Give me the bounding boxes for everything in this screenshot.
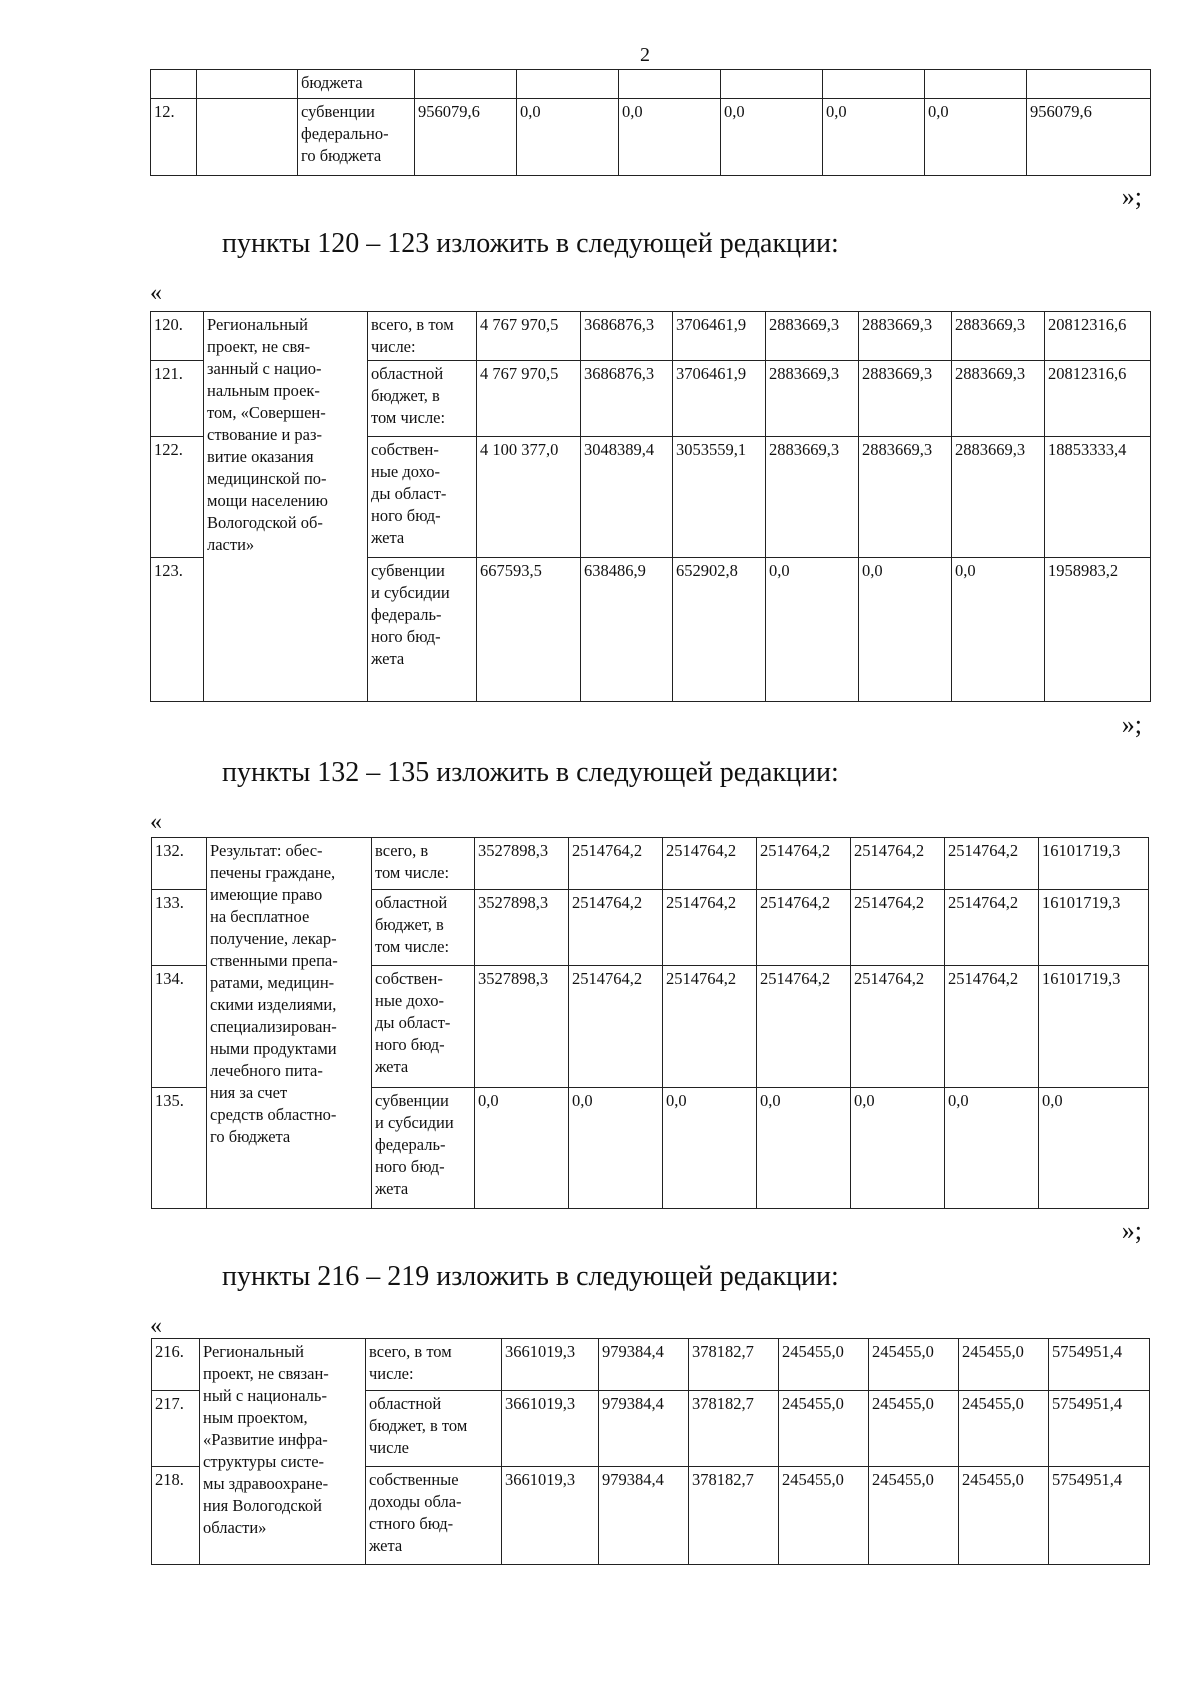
value-cell: 2883669,3 — [766, 437, 859, 558]
value-cell: 3661019,3 — [502, 1391, 599, 1467]
value-cell: 3706461,9 — [673, 312, 766, 361]
section-heading: пункты 120 – 123 изложить в следующей редакции: — [222, 228, 839, 259]
value-cell: 378182,7 — [689, 1467, 779, 1565]
value-cell: 2883669,3 — [859, 312, 952, 361]
value-cell: 2514764,2 — [569, 838, 663, 890]
value-cell: 2514764,2 — [945, 838, 1039, 890]
value-cell: 0,0 — [952, 558, 1045, 702]
value-cell: 0,0 — [823, 99, 925, 176]
value-cell: 2514764,2 — [757, 890, 851, 966]
value-cell — [925, 70, 1027, 99]
value-cell: 4 767 970,5 — [477, 361, 581, 437]
value-cell: 2514764,2 — [851, 966, 945, 1088]
value-cell: 245455,0 — [959, 1339, 1049, 1391]
row-funding-source: собствен- ные дохо- ды област- ного бюд- жета — [372, 966, 475, 1088]
value-cell: 378182,7 — [689, 1391, 779, 1467]
row-number: 218. — [152, 1467, 200, 1565]
row-number: 216. — [152, 1339, 200, 1391]
value-cell: 667593,5 — [477, 558, 581, 702]
row-number: 132. — [152, 838, 207, 890]
value-cell: 0,0 — [619, 99, 721, 176]
value-cell: 2514764,2 — [945, 890, 1039, 966]
value-cell: 5754951,4 — [1049, 1391, 1150, 1467]
value-cell: 5754951,4 — [1049, 1339, 1150, 1391]
value-cell: 3048389,4 — [581, 437, 673, 558]
value-cell: 4 100 377,0 — [477, 437, 581, 558]
value-cell: 3661019,3 — [502, 1467, 599, 1565]
value-cell: 245455,0 — [959, 1391, 1049, 1467]
row-funding-source: всего, в том числе: — [366, 1339, 502, 1391]
row-number — [151, 70, 197, 99]
row-funding-source: субвенции и субсидии федераль- ного бюд- жета — [368, 558, 477, 702]
value-cell — [721, 70, 823, 99]
value-cell: 2883669,3 — [952, 312, 1045, 361]
opening-quote: « — [150, 280, 162, 306]
table-row — [151, 70, 1151, 99]
value-cell — [619, 70, 721, 99]
row-number: 123. — [151, 558, 204, 702]
row-number: 121. — [151, 361, 204, 437]
row-number: 133. — [152, 890, 207, 966]
value-cell: 3686876,3 — [581, 312, 673, 361]
table-row — [151, 99, 1151, 176]
value-cell: 0,0 — [925, 99, 1027, 176]
opening-quote: « — [150, 809, 162, 835]
row-description — [197, 70, 298, 99]
value-cell: 979384,4 — [599, 1339, 689, 1391]
value-cell: 3527898,3 — [475, 890, 569, 966]
row-number: 12. — [151, 99, 197, 176]
value-cell: 16101719,3 — [1039, 966, 1149, 1088]
budget-table-120-123 — [150, 311, 1151, 702]
row-funding-source: областной бюджет, в том числе: — [368, 361, 477, 437]
value-cell: 2514764,2 — [757, 838, 851, 890]
value-cell: 5754951,4 — [1049, 1467, 1150, 1565]
value-cell: 4 767 970,5 — [477, 312, 581, 361]
value-cell: 2514764,2 — [663, 890, 757, 966]
table-row — [152, 838, 1149, 890]
value-cell: 2883669,3 — [859, 361, 952, 437]
row-funding-source: собствен- ные дохо- ды област- ного бюд- жета — [368, 437, 477, 558]
row-description — [197, 99, 298, 176]
value-cell: 20812316,6 — [1045, 312, 1151, 361]
value-cell: 2514764,2 — [663, 966, 757, 1088]
row-funding-source: всего, в том числе: — [368, 312, 477, 361]
value-cell: 3706461,9 — [673, 361, 766, 437]
budget-table-132-135 — [151, 837, 1149, 1209]
value-cell: 0,0 — [945, 1088, 1039, 1209]
section-heading: пункты 216 – 219 изложить в следующей редакции: — [222, 1261, 839, 1292]
value-cell: 0,0 — [757, 1088, 851, 1209]
value-cell: 0,0 — [721, 99, 823, 176]
value-cell: 245455,0 — [869, 1391, 959, 1467]
value-cell: 0,0 — [569, 1088, 663, 1209]
value-cell: 18853333,4 — [1045, 437, 1151, 558]
value-cell: 16101719,3 — [1039, 890, 1149, 966]
project-description: Региональный проект, не связан- ный с националь- ным проектом, «Развитие инфра- структуры систе- мы здравоохране- ния Вологодской области» — [200, 1339, 366, 1565]
row-number: 217. — [152, 1391, 200, 1467]
value-cell: 2514764,2 — [569, 890, 663, 966]
value-cell: 245455,0 — [869, 1339, 959, 1391]
table-row — [151, 312, 1151, 361]
value-cell — [1027, 70, 1151, 99]
value-cell — [823, 70, 925, 99]
value-cell: 2514764,2 — [663, 838, 757, 890]
value-cell: 0,0 — [766, 558, 859, 702]
value-cell: 2514764,2 — [851, 890, 945, 966]
value-cell: 16101719,3 — [1039, 838, 1149, 890]
value-cell: 3661019,3 — [502, 1339, 599, 1391]
value-cell: 652902,8 — [673, 558, 766, 702]
value-cell: 979384,4 — [599, 1391, 689, 1467]
value-cell: 245455,0 — [869, 1467, 959, 1565]
row-funding-source: субвенции и субсидии федераль- ного бюд- жета — [372, 1088, 475, 1209]
value-cell: 0,0 — [663, 1088, 757, 1209]
value-cell: 2883669,3 — [952, 361, 1045, 437]
value-cell: 2514764,2 — [851, 838, 945, 890]
value-cell: 3686876,3 — [581, 361, 673, 437]
row-number: 122. — [151, 437, 204, 558]
value-cell: 0,0 — [517, 99, 619, 176]
value-cell: 2883669,3 — [952, 437, 1045, 558]
value-cell: 245455,0 — [779, 1467, 869, 1565]
value-cell: 1958983,2 — [1045, 558, 1151, 702]
row-number: 134. — [152, 966, 207, 1088]
value-cell: 0,0 — [859, 558, 952, 702]
row-funding-source: собственные доходы обла- стного бюд- жета — [366, 1467, 502, 1565]
value-cell: 979384,4 — [599, 1467, 689, 1565]
value-cell: 20812316,6 — [1045, 361, 1151, 437]
value-cell: 956079,6 — [1027, 99, 1151, 176]
value-cell: 2514764,2 — [945, 966, 1039, 1088]
table-row — [152, 1339, 1150, 1391]
page-number: 2 — [640, 44, 650, 66]
row-funding-source: бюджета — [298, 70, 415, 99]
value-cell: 638486,9 — [581, 558, 673, 702]
row-number: 120. — [151, 312, 204, 361]
value-cell — [415, 70, 517, 99]
row-number: 135. — [152, 1088, 207, 1209]
result-description: Результат: обес- печены граждане, имеющие право на бесплатное получение, лекар- ственными препа- ратами, медицин- скими изделиями, специализирован- ными продуктами лечебного пита- ния за счет средств областно- го бюджета — [207, 838, 372, 1209]
value-cell: 245455,0 — [779, 1339, 869, 1391]
value-cell: 378182,7 — [689, 1339, 779, 1391]
value-cell: 2883669,3 — [766, 312, 859, 361]
opening-quote: « — [150, 1313, 162, 1339]
value-cell: 2514764,2 — [757, 966, 851, 1088]
section-heading: пункты 132 – 135 изложить в следующей редакции: — [222, 757, 839, 788]
value-cell: 3527898,3 — [475, 838, 569, 890]
row-funding-source: субвенции федерально- го бюджета — [298, 99, 415, 176]
value-cell — [517, 70, 619, 99]
value-cell: 2514764,2 — [569, 966, 663, 1088]
closing-quote: »; — [1121, 182, 1142, 211]
budget-table-216-219 — [151, 1338, 1150, 1565]
value-cell: 245455,0 — [959, 1467, 1049, 1565]
value-cell: 2883669,3 — [859, 437, 952, 558]
value-cell: 245455,0 — [779, 1391, 869, 1467]
row-funding-source: областной бюджет, в том числе: — [372, 890, 475, 966]
closing-quote: »; — [1121, 1216, 1142, 1245]
value-cell: 956079,6 — [415, 99, 517, 176]
value-cell: 2883669,3 — [766, 361, 859, 437]
value-cell: 3053559,1 — [673, 437, 766, 558]
value-cell: 0,0 — [851, 1088, 945, 1209]
row-funding-source: всего, в том числе: — [372, 838, 475, 890]
value-cell: 3527898,3 — [475, 966, 569, 1088]
project-description: Региональный проект, не свя- занный с нацио- нальным проек- том, «Совершен- ствование и раз- витие оказания медицинской по- мощи населению Вологодской об- ласти» — [204, 312, 368, 702]
value-cell: 0,0 — [1039, 1088, 1149, 1209]
row-funding-source: областной бюджет, в том числе — [366, 1391, 502, 1467]
closing-quote: »; — [1121, 710, 1142, 739]
value-cell: 0,0 — [475, 1088, 569, 1209]
budget-table-continuation — [150, 69, 1151, 176]
